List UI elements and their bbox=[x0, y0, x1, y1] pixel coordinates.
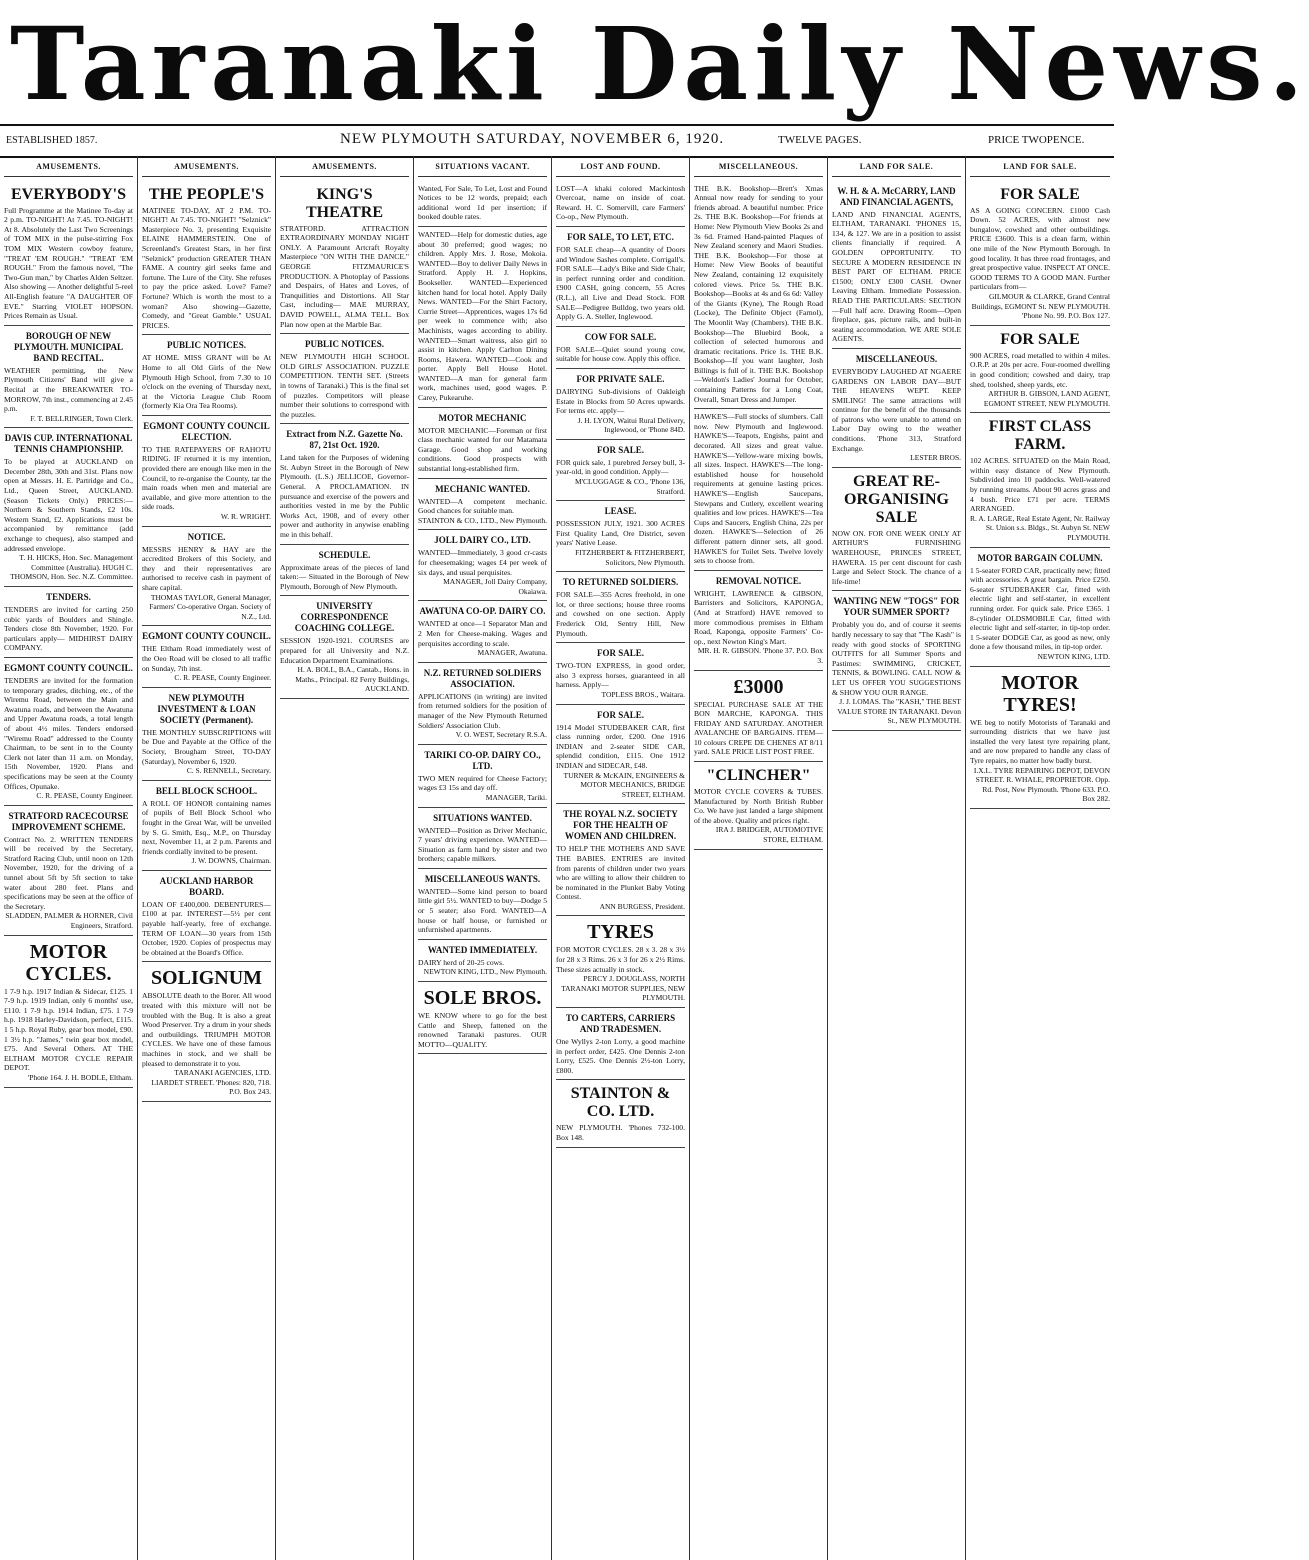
ad-heading: SITUATIONS WANTED. bbox=[433, 812, 532, 823]
advertisement bbox=[694, 409, 823, 571]
ad-signature: ANN BURGESS, President. bbox=[599, 901, 685, 911]
ad-body-text: WE KNOW where to go for the best Cattle and Sheep, fattened on the renowned Taranaki pastures. OUR MOTTO—QUALITY. bbox=[418, 1011, 547, 1049]
ad-signature: J. W. DOWNS, Chairman. bbox=[191, 856, 271, 866]
advertisement bbox=[556, 440, 685, 501]
ad-signature: R. A. LARGE, Real Estate Agent, Nr. Railway St. Union s.s. Bldgs., St. Aubyn St. NEW PLYMOUTH. bbox=[970, 513, 1110, 543]
established-text: ESTABLISHED 1857. bbox=[6, 135, 98, 146]
advertisement bbox=[970, 181, 1110, 326]
ad-body-text: WANTED—A competent mechanic. Good chances for suitable man. bbox=[418, 496, 547, 516]
ad-heading: TO CARTERS, CARRIERS AND TRADESMEN. bbox=[565, 1013, 676, 1035]
ad-heading: SOLIGNUM bbox=[150, 967, 263, 990]
advertisement bbox=[418, 408, 547, 479]
ad-body-text: POSSESSION JULY, 1921. 300 ACRES First Quality Land, Ore District, seven years' Native Lease. bbox=[556, 519, 685, 548]
ad-body-text: One Wyllys 2-ton Lorry, a good machine in perfect order, £425. One Dennis 2-ton Lorry, £525. One Dennis 2½-ton Lorry, £800. bbox=[556, 1037, 685, 1075]
masthead bbox=[0, 0, 1309, 123]
advertisement bbox=[418, 869, 547, 940]
advertisement bbox=[418, 601, 547, 662]
advertisement bbox=[418, 940, 547, 982]
column-heading: SITUATIONS VACANT. bbox=[418, 156, 547, 177]
ad-heading: UNIVERSITY CORRESPONDENCE COACHING COLLEGE. bbox=[294, 601, 395, 634]
advertisement bbox=[694, 671, 823, 763]
ad-signature: T. H. HICKS, Hon. Sec. Management Committee (Australia). HUGH C. THOMSON, Hon. Sec. N.Z. Committee. bbox=[10, 553, 133, 582]
ad-body-text: MOTOR CYCLE COVERS & TUBES. Manufactured by North British Rubber Co. We have just landed a large shipment of the above. Quality and prices right. bbox=[694, 787, 823, 825]
ad-body-text: Wanted, For Sale, To Let, Lost and Found Notices to be 12 words, prepaid; each additional word 1d per insertion; if booked double rates. bbox=[418, 183, 547, 222]
advertisement bbox=[4, 936, 133, 1088]
ad-body-text: 1914 Model STUDEBAKER CAR, first class running order, £200. One 1916 INDIAN and 2-seater SIDE CAR, splendid condition, £115. One 1912 INDIAN and SIDECAR, £48. bbox=[556, 722, 685, 770]
ad-heading: SOLE BROS. bbox=[423, 987, 542, 1010]
ad-body-text: LOAN OF £400,000. DEBENTURES—£100 at par. INTEREST—5½ per cent payable half-yearly, free of exchange. TERM OF LOAN—30 years from 15th October, 1920. Copies of prospectus may be obtained at the Board's Office. bbox=[142, 899, 271, 957]
column-5 bbox=[552, 156, 690, 1560]
advertisement bbox=[418, 530, 547, 601]
column-heading: LAND FOR SALE. bbox=[832, 156, 961, 177]
ad-heading: EGMONT COUNTY COUNCIL. bbox=[4, 662, 133, 673]
ad-heading: STRATFORD RACECOURSE IMPROVEMENT SCHEME. bbox=[8, 810, 129, 832]
advertisement bbox=[556, 227, 685, 327]
advertisement bbox=[4, 428, 133, 587]
ad-heading: DAVIS CUP. INTERNATIONAL TENNIS CHAMPIONSHIP. bbox=[4, 433, 133, 455]
advertisement bbox=[4, 181, 133, 326]
ad-signature: NEWTON KING, LTD. bbox=[1037, 651, 1110, 661]
ad-body-text: TWO-TON EXPRESS, in good order, also 3 express horses, guaranteed in all harness. Apply— bbox=[556, 661, 685, 690]
ad-body-text: THE Eltham Road immediately west of the Oeo Road will be closed to all traffic on Sunday, 7th inst. bbox=[142, 644, 271, 673]
ad-body-text: FOR quick sale, 1 purebred Jersey bull, 3-year-old, in good condition. Apply— bbox=[556, 457, 685, 477]
ad-heading: FOR PRIVATE SALE. bbox=[576, 373, 665, 384]
advertisement bbox=[142, 335, 271, 416]
ad-signature: TOPLESS BROS., Waitara. bbox=[601, 689, 685, 699]
advertisement bbox=[832, 349, 961, 468]
ad-heading: JOLL DAIRY CO., LTD. bbox=[434, 535, 531, 546]
ad-heading: FOR SALE bbox=[1000, 185, 1080, 203]
ad-signature: STAINTON & CO., LTD., New Plymouth. bbox=[418, 515, 547, 525]
advertisement bbox=[556, 327, 685, 369]
ad-body-text: FOR MOTOR CYCLES. 28 x 3. 28 x 3½ for 28 x 3 Rims. 26 x 3 for 26 x 2½ Rims. These sizes actually in stock. bbox=[556, 945, 685, 974]
ad-body-text: WEATHER permitting, the New Plymouth Citizens' Band will give a Recital at the BREAKWATER TO-MORROW, 7th inst., commencing at 2.45 p.m. bbox=[4, 365, 133, 414]
ad-heading: FOR SALE. bbox=[596, 709, 644, 720]
advertisement bbox=[694, 762, 823, 850]
advertisement bbox=[556, 643, 685, 704]
ad-body-text: AS A GOING CONCERN. £1000 Cash Down. 52 ACRES, with almost new bungalow, cowshed and other outbuildings. PRICE £3600. This is a clean farm, within one mile of the New Plymouth Borough. In good locality. It has three road frontages, and great prospective value. INSPECT AT ONCE. GOOD TERMS TO A GOOD MAN. Further particulars from— bbox=[970, 205, 1110, 292]
ad-body-text: TENDERS are invited for the formation to temporary grades, ditching, etc., of the Wiremu Road, between the Main and Awatuna roads, and between the Awatuna and Upper Awatuna roads, a total length of about 4½ miles. Tenders endorsed "Wiremu Road" addressed to the County Chairman, to be sent in to the County Clerk not later than 11 a.m. on Monday, 15th November, 1920. Plans and specifications may be seen at the County Offices, Opunake. bbox=[4, 675, 133, 791]
ad-heading: FOR SALE bbox=[1000, 330, 1080, 348]
ad-body-text: MATINEE TO-DAY, AT 2 P.M. TO-NIGHT! At 7.45. TO-NIGHT! "Selznick" Masterpiece No. 3, presenting Exquisite ELAINE HAMMERSTEIN. One of Screenland's Greatest Stars, in her first "Selznick" production GREATER THAN FAME. A country girl seeks fame and fortune. The Lure of the City. She refuses to pay the price asked. Love? Fame? Fortune? Which is worth the most to a woman? Also showing—Gazette, Comedy, and "Great Gamble." USUAL PRICES. bbox=[142, 205, 271, 330]
advertisement bbox=[556, 1008, 685, 1080]
ad-heading: EGMONT COUNTY COUNCIL. bbox=[142, 631, 271, 642]
column-3 bbox=[276, 156, 414, 1560]
issue-date: NEW PLYMOUTH SATURDAY, NOVEMBER 6, 1920. bbox=[340, 131, 725, 147]
ad-body-text: Contract No. 2. WRITTEN TENDERS will be received by the Secretary, Stratford Racing Club, until noon on 12th November, 1920, for the driving of a tunnel about 5ft by 5ft section to take water about 280 feet. Plans and specifications may be seen at the office of the Secretary. bbox=[4, 834, 133, 911]
ad-signature: M'CLUGGAGE & CO., 'Phone 136, Stratford. bbox=[575, 477, 685, 496]
ad-heading: WANTED IMMEDIATELY. bbox=[427, 944, 538, 955]
advertisement bbox=[280, 545, 409, 597]
advertisement bbox=[970, 667, 1110, 809]
ad-body-text: NEW PLYMOUTH. 'Phones 732-100. Box 148. bbox=[556, 1123, 685, 1142]
column-heading: AMUSEMENTS. bbox=[4, 156, 133, 177]
ad-body-text: THE MONTHLY SUBSCRIPTIONS will be Due and Payable at the Office of the Society, Brougham Street, TO-DAY (Saturday), November 6, 1920. bbox=[142, 727, 271, 766]
advertisement bbox=[4, 587, 133, 658]
ad-signature: TURNER & McKAIN, ENGINEERS & MOTOR MECHANICS, BRIDGE STREET, ELTHAM. bbox=[563, 770, 685, 799]
ad-body-text: MOTOR MECHANIC—Foreman or first class mechanic wanted for our Matamata Garage. Good shop and working conditions. Good prospects with substantial long-established firm. bbox=[418, 425, 547, 474]
ad-body-text: AT HOME. MISS GRANT will be At Home to all Old Girls of the New Plymouth High School, from 7.30 to 10 o'clock on the evening of Thursday next, at the Victoria League Club Room (formerly Kia Ora Tea Rooms). bbox=[142, 353, 271, 411]
column-heading: MISCELLANEOUS. bbox=[694, 156, 823, 177]
ad-body-text: WE beg to notify Motorists of Taranaki and surrounding districts that we have just installed the very latest tyre repairing plant, and are now prepared to handle any class of Tyre repairs, no matter how badly burst. bbox=[970, 717, 1110, 765]
advertisement bbox=[556, 1080, 685, 1147]
ad-body-text: 1 5-seater FORD CAR, practically new; fitted with accessories. A great bargain. Price £250. 6-seater STUDEBAKER Car, fitted with electric light and self-starter, in excellent running order. For quick sale. Price £365. 1 8-cylinder OLDSMOBILE Car, fitted with electric light and self-starter, in tip-top order. 1 5-seater DODGE Car, as good as new, only done a few thousand miles, in tip-top order. bbox=[970, 565, 1110, 652]
ad-heading: FOR SALE. bbox=[596, 444, 644, 455]
ad-heading: TYRES bbox=[587, 921, 654, 944]
ad-heading: REMOVAL NOTICE. bbox=[715, 575, 802, 586]
ad-body-text: WANTED—Immediately, 3 good cr-casts for cheesemaking; wages £4 per week of six days, and usual perquisites. bbox=[418, 548, 547, 577]
ad-body-text: NEW PLYMOUTH HIGH SCHOOL OLD GIRLS' ASSOCIATION. PUZZLE COMPETITION. TENTH SET. (Streets in towns of Taranaki.) This is the final set of puzzles. Competitors will please number their solutions to correspond with the puzzles. bbox=[280, 352, 409, 419]
column-7 bbox=[828, 156, 966, 1560]
advertisement bbox=[832, 468, 961, 592]
ad-body-text: DAIRY herd of 20-25 cows. bbox=[418, 957, 504, 967]
ad-heading: LEASE. bbox=[604, 506, 637, 517]
advertisement bbox=[142, 527, 271, 627]
advertisement bbox=[418, 808, 547, 869]
ad-body-text: A ROLL OF HONOR containing names of pupils of Bell Block School who fought in the Great War, will be unveiled by S. G. Smith, Esq., M.P., on Thursday next, November 11, at 2 p.m. Parents and friends cordially invited to be present. bbox=[142, 798, 271, 856]
advertisement bbox=[142, 688, 271, 781]
column-4 bbox=[414, 156, 552, 1560]
ad-signature: H. A. BOLL, B.A., Cantab., Hons. in Maths., Principal. 82 Ferry Buildings, AUCKLAND. bbox=[295, 665, 409, 694]
advertisement bbox=[556, 705, 685, 805]
ad-signature: NEWTON KING, LTD., New Plymouth. bbox=[423, 967, 547, 977]
ad-body-text: To be played at AUCKLAND on December 28th, 30th and 31st. Plans now open at Messrs. H. E. Partridge and Co., Ltd., Queen Street, AUCKLAND. (Season Tickets Only.) PRICES:— Northern & Southern Stands, £2 10s. Western Stand, £2. Applications must be accompanied by remittance (add exchange to cheques), also stamped and addressed envelope. bbox=[4, 457, 133, 553]
ad-body-text: LOST—A khaki colored Mackintosh Overcoat, name on inside of coat. Reward. H. C. Somervill, care Farmers' Co-op., New Plymouth. bbox=[556, 183, 685, 222]
advertisement bbox=[556, 181, 685, 227]
column-6 bbox=[690, 156, 828, 1560]
ad-signature: C. S. RENNELL, Secretary. bbox=[186, 766, 271, 776]
ad-heading: MECHANIC WANTED. bbox=[435, 483, 530, 494]
column-heading: LAND FOR SALE. bbox=[970, 156, 1110, 177]
ad-body-text: WANTED—Position as Driver Mechanic, 7 years' driving experience. WANTED—Situation as farm hand by sister and two brothers; capable milkers. bbox=[418, 825, 547, 864]
ad-signature: C. R. PEASE, County Engineer. bbox=[36, 791, 133, 801]
advertisement bbox=[970, 413, 1110, 547]
ad-signature: I.X.L. TYRE REPAIRING DEPOT, DEVON STREET. R. WHALE, PROPRIETOR. Opp. Rd. Post, New Plymouth. 'Phone 633. P.O. Box 282. bbox=[973, 765, 1110, 804]
ad-body-text: ABSOLUTE death to the Borer. All wood treated with this mixture will not be troubled with the Bug. It is also a great Wood Preserver. Try a drum in your sheds and outbuildings. TRIUMPH MOTOR CYCLES. We have one of these famous machines in stock, and we shall be pleased to demonstrate it to you. bbox=[142, 991, 271, 1068]
ad-body-text: LAND AND FINANCIAL AGENTS, ELTHAM, TARANAKI. 'PHONES 15, 134, & 127. We are in a position to assist clients financially if required. A GOLDEN OPPORTUNITY. TO SECURE A MODERN RESIDENCE IN BEST PART OF ELTHAM. PRICE £1500; ONLY £300 CASH. Owner Leaving Eltham. Immediate Possession. READ THE PARTICULARS: SECTION—Full half acre. Drawing Room—Open fireplace, gas, picture rails, and built-in seating accommodation. WE ARE SOLE AGENTS. bbox=[832, 209, 961, 344]
ad-heading: AUCKLAND HARBOR BOARD. bbox=[159, 875, 254, 897]
ad-heading: THE PEOPLE'S bbox=[148, 185, 265, 203]
ad-signature: SLADDEN, PALMER & HORNER, Civil Engineers, Stratford. bbox=[5, 911, 133, 931]
ad-body-text: 900 ACRES, road metalled to within 4 miles. O.R.P. at 20s per acre. Four-roomed dwelling in good condition; cowshed and dairy, trap shed, toolshed, sheep yards, etc. bbox=[970, 350, 1110, 389]
ad-body-text: WANTED—Help for domestic duties, age about 30 preferred; good wages; no children. Apply Mrs. J. Rose, Mokoia. WANTED—Boy to deliver Daily News in Stratford. Apply H. J. Hopkins, Bookseller. WANTED—Experienced kitchen hand for local hotel. Apply Daily News. WANTED—For the Shirt Factory, Currie Street—Apprentices, wages 17s 6d per week to commence with; also Machinists, wages according to ability. WANTED—Smart waitress, also girl to assist in kitchen. Apply Carlton Dining Rooms, Hawera. WANTED—Cook and porter. Apply Bell House Hotel. WANTED—A man for general farm work, machines used, good wages. P. Carey, Pukearuhe. bbox=[418, 229, 547, 403]
ad-heading: COW FOR SALE. bbox=[584, 331, 657, 342]
page-count: TWELVE PAGES. bbox=[778, 134, 862, 146]
column-2 bbox=[138, 156, 276, 1560]
advertisement bbox=[418, 479, 547, 531]
ad-heading: EGMONT COUNTY COUNCIL ELECTION. bbox=[143, 420, 270, 442]
ad-heading: NOTICE. bbox=[187, 531, 226, 542]
ad-heading: KING'S THEATRE bbox=[305, 185, 384, 221]
ad-heading: MISCELLANEOUS WANTS. bbox=[424, 873, 541, 884]
column-heading: AMUSEMENTS. bbox=[142, 156, 271, 177]
ad-signature: PERCY J. DOUGLASS, NORTH TARANAKI MOTOR SUPPLIES, NEW PLYMOUTH. bbox=[561, 974, 685, 1003]
ad-signature: J. H. LYON, Waitui Rural Delivery, Inglewood, or 'Phone 84D. bbox=[577, 415, 685, 435]
ad-heading: TO RETURNED SOLDIERS. bbox=[562, 577, 679, 588]
ad-heading: TARIKI CO-OP. DAIRY CO., LTD. bbox=[424, 749, 541, 771]
ad-heading: EVERYBODY'S bbox=[10, 185, 126, 203]
ad-heading: WANTING NEW "TOGS" FOR YOUR SUMMER SPORT? bbox=[833, 596, 960, 618]
advertisement bbox=[556, 369, 685, 440]
ad-signature: LESTER BROS. bbox=[910, 453, 961, 463]
advertisement bbox=[556, 804, 685, 916]
ad-body-text: Land taken for the Purposes of widening St. Aubyn Street in the Borough of New Plymouth. (L.S.) JELLICOE, Governor-General. A PROCLAMATION. IN pursuance and exercise of the powers and authorities vested in me by the Public Works Act, 1908, and of every other power and authority in anywise enabling me in this behalf. bbox=[280, 453, 409, 540]
advertisement bbox=[142, 626, 271, 687]
advertisement bbox=[142, 871, 271, 963]
ad-heading: W. H. & A. McCARRY, LAND AND FINANCIAL AGENTS, bbox=[837, 185, 956, 207]
column-1 bbox=[0, 156, 138, 1560]
ad-signature: ARTHUR B. GIBSON, LAND AGENT, EGMONT STREET, NEW PLYMOUTH. bbox=[983, 389, 1110, 408]
ad-body-text: MESSRS HENRY & HAY are the accredited Brokers of this Society, and they and their representatives are authorised to receive cash in payment of share capital. bbox=[142, 544, 271, 592]
ad-signature: 'Phone 164. J. H. BODLE, Eltham. bbox=[27, 1072, 133, 1082]
advertisement bbox=[142, 781, 271, 871]
ad-heading: SCHEDULE. bbox=[318, 549, 371, 560]
advertisement bbox=[556, 916, 685, 1008]
advertisement bbox=[556, 501, 685, 572]
ad-body-text: NOW ON. FOR ONE WEEK ONLY AT ARTHUR'S FURNISHING WAREHOUSE, PRINCES STREET, HAWERA. 15 per cent discount for cash Large and Select Stock. The chance of a life-time! bbox=[832, 528, 961, 586]
ad-signature: MANAGER, Tariki. bbox=[485, 792, 547, 802]
ad-body-text: WRIGHT, LAWRENCE & GIBSON, Barristers and Solicitors, KAPONGA, (And at Stratford) HAVE removed to more commodious premises in Eltham Road, Kaponga, opposite Farmers' Co-op., next Newton King's Mart. bbox=[694, 588, 823, 646]
ad-signature: F. T. BELLRINGER, Town Clerk. bbox=[30, 413, 133, 423]
ad-signature: MANAGER, Joll Dairy Company, Okaiawa. bbox=[443, 577, 547, 596]
advertisement bbox=[142, 416, 271, 527]
ad-body-text: 1 7-9 h.p. 1917 Indian & Sidecar, £125. 1 7-9 h.p. 1919 Indian, only 6 months' use, £110. 1 7-9 h.p. 1914 Indian, £75. 1 7-9 h.p. 1918 Harley-Davidson, perfect, £115. 1 5 h.p. Royal Ruby, gear box model, £90. 1 3½ h.p. "James," twin gear box model, £75. And Several Others. AT THE ELTHAM MOTOR CYCLE REPAIR DEPOT. bbox=[4, 986, 133, 1073]
ad-heading: FOR SALE. bbox=[596, 648, 644, 659]
advertisement bbox=[280, 424, 409, 544]
ad-signature: J. J. LOMAS. The "KASH," THE BEST VALUE STORE IN TARANAKI. Devon St., NEW PLYMOUTH. bbox=[837, 697, 961, 726]
ad-signature: FITZHERBERT & FITZHERBERT, Solicitors, New Plymouth. bbox=[575, 548, 685, 567]
ad-body-text: STRATFORD. ATTRACTION EXTRAORDINARY MONDAY NIGHT ONLY. A Paramount Artcraft Royalty Masterpiece "ON WITH THE DANCE." GEORGE FITZMAURICE'S PRODUCTION. A Photoplay of Passions and Despairs, of Hates and Loves, of Tranquilities and Distortions. All Star Cast, including— MAE MURRAY, DAVID POWELL, ALMA TELL. Box Plan now open at the Marble Bar. bbox=[280, 223, 409, 329]
ad-heading: £3000 bbox=[733, 675, 784, 698]
ad-heading: PUBLIC NOTICES. bbox=[166, 340, 247, 351]
ad-heading: MISCELLANEOUS. bbox=[855, 353, 938, 364]
price-text: PRICE TWOPENCE. bbox=[988, 134, 1085, 146]
ad-body-text: TENDERS are invited for carting 250 cubic yards of Boulders and Shingle. Tenders close 8th November, 1920. For particulars apply— MIDHIRST DAIRY COMPANY. bbox=[4, 605, 133, 653]
advertisement bbox=[970, 548, 1110, 667]
advertisement bbox=[556, 572, 685, 643]
ad-heading: MOTOR BARGAIN COLUMN. bbox=[977, 552, 1103, 563]
ad-heading: TENDERS. bbox=[46, 592, 91, 602]
advertisement bbox=[418, 663, 547, 745]
advertisement bbox=[694, 571, 823, 671]
ad-signature: W. R. WRIGHT. bbox=[220, 512, 271, 522]
ad-heading: AWATUNA CO-OP. DAIRY CO. bbox=[419, 606, 546, 617]
ad-heading: MOTOR CYCLES. bbox=[25, 940, 112, 985]
ad-heading: BOROUGH OF NEW PLYMOUTH. MUNICIPAL BAND RECITAL. bbox=[13, 330, 123, 363]
advertisement bbox=[4, 326, 133, 429]
advertisement bbox=[832, 181, 961, 349]
ad-body-text: SESSION 1920-1921. COURSES are prepared for all University and N.Z. Education Department Examinations. bbox=[280, 636, 409, 665]
ad-heading: NEW PLYMOUTH INVESTMENT & LOAN SOCIETY (Permanent). bbox=[157, 692, 256, 725]
ad-body-text: Full Programme at the Matinee To-day at 2 p.m. TO-NIGHT! At 7.45. TO-NIGHT! At 8. Absolutely the Last Two Screenings of TOM MIX in the pulse-stirring Fox TOM MIX Western cowboy feature, "TREAT 'EM ROUGH." "TREAT 'EM ROUGH." From the famous novel, "The Two-Gun man," by Charles Alden Seltzer. Also showing — Another delightful 5-reel All-English feature "A DAUGHTER OF EVE." Starring VIOLET HOPSON. Prices Remain as Usual. bbox=[4, 205, 133, 321]
dateline-bar bbox=[0, 124, 1114, 158]
advertisement bbox=[280, 181, 409, 335]
advertisement bbox=[4, 806, 133, 936]
ad-heading: GREAT RE-ORGANISING SALE bbox=[844, 472, 949, 526]
advertisement bbox=[832, 591, 961, 731]
ad-body-text: Probably you do, and of course it seems hardly necessary to say that "The Kash" is ready with good stocks of SPORTING OUTFITS for all Summer Sports and Pastimes: SWIMMING, CRICKET, TENNIS, & BOWLING. CALL NOW & LET US OFFER YOU SUGGESTIONS & SHOW YOU OUR RANGE. bbox=[832, 620, 961, 697]
ad-body-text: FOR SALE—355 Acres freehold, in one lot, or three sections; house three rooms and cowshed on one section. Apply Frederick Old, Sentry Hill, New Plymouth. bbox=[556, 590, 685, 638]
advertisement bbox=[280, 334, 409, 424]
ad-body-text: EVERYBODY LAUGHED AT NGAERE GARDENS ON LABOR DAY—BUT THE HEAVENS WEPT. KEEP SMILING! The same attractions will continue for the benefit of the thousands of patrons who were unable to attend on Labor Day owing to the weather conditions. 'Phone 313, Stratford Exchange. bbox=[832, 366, 961, 453]
ad-signature: TARANAKI AGENCIES, LTD. LIARDET STREET. 'Phones: 820, 718. P.O. Box 243. bbox=[151, 1068, 271, 1097]
ad-signature: MR. H. R. GIBSON. 'Phone 37. P.O. Box 3. bbox=[697, 646, 823, 665]
advertisement bbox=[418, 181, 547, 227]
ad-signature: GILMOUR & CLARKE, Grand Central Buildings, EGMONT St. NEW PLYMOUTH. 'Phone No. 99. P.O. Box 127. bbox=[971, 291, 1110, 321]
ad-heading: BELL BLOCK SCHOOL. bbox=[155, 785, 258, 796]
ad-body-text: FOR SALE cheap—A quantity of Doors and Window Sashes complete. Corrigall's. FOR SALE—Lady's Bike and Side Chair, in perfect running order and condition. £900 CASH, going concern, 55 Acres (R.L.), all Live and Dead Stock. FOR SALE—Pedigree Bulldog, two years old. Apply G. A. Steller, Inglewood. bbox=[556, 244, 685, 322]
ad-signature: V. O. WEST, Secretary R.S.A. bbox=[455, 730, 547, 740]
column-8 bbox=[966, 156, 1114, 1560]
ad-signature: C. R. PEASE, County Engineer. bbox=[174, 673, 271, 683]
advertisement bbox=[418, 745, 547, 808]
ad-heading: "CLINCHER" bbox=[706, 767, 811, 785]
ad-body-text: THE B.K. Bookshop—Brett's Xmas Annual now ready for sending to your friends abroad. A beautiful number. Price 2s. THE B.K. Bookshop—For friends at Home: New Plymouth View Books 2s and 3s 6d. Framed Hand-painted Plaques of New Zealand scenery and Maori Studies. THE B.K. Bookshop—For those at Home: New View Books of beautiful New Zealand, containing 12 exquisitely colored views. Price 5s. THE B.K. Bookshop—Books at 4s and 6s 6d: Valley of the Giants (Kyne), The Rough Road (Locke), The Definite Object (Farnol), The Moonlit Way (Chambers). THE B.K. Bookshop—The Bluebird Book, a collection of selected humorous and dramatic recitations. Price 1s. THE B.K. Bookshop—If you want laughter, Josh Billings is full of it. THE B.K. Bookshop—Weldon's Ladies' Journal for October, containing Patterns for a Long Coat, Overall, Smart Dress and Jumper. bbox=[694, 183, 823, 404]
ad-heading: Extract from N.Z. Gazette No. 87, 21st Oct. 1920. bbox=[286, 429, 403, 451]
ad-body-text: DAIRYING Sub-divisions of Oakleigh Estate in Blocks from 50 Acres upwards. For terms etc. apply— bbox=[556, 386, 685, 416]
advertisement bbox=[142, 962, 271, 1102]
ad-body-text: 102 ACRES. SITUATED on the Main Road, within easy distance of New Plymouth. Subdivided into 10 paddocks. Well-watered by running streams. About 90 acres grass and 4 bush. Price £71 per acre. TERMS ARRANGED. bbox=[970, 456, 1110, 514]
advertisement bbox=[418, 227, 547, 408]
ad-body-text: FOR SALE—Quiet sound young cow, suitable for house cow. Apply this office. bbox=[556, 344, 685, 364]
ad-body-text: Approximate areas of the pieces of land taken:— Situated in the Borough of New Plymouth, Borough of New Plymouth. bbox=[280, 562, 409, 591]
newspaper-title: Taranaki Daily News. bbox=[10, 5, 1309, 123]
ad-body-text: WANTED at once—1 Separator Man and 2 Men for Cheese-making. Wages and perquisites according to scale. bbox=[418, 619, 547, 648]
ad-body-text: WANTED—Some kind person to board little girl 5½. WANTED to buy—Dodge 5 or 5 seater; also Ford. WANTED—A house or half house, or furnished or unfurnished apartments. bbox=[418, 886, 547, 935]
advertisement bbox=[970, 326, 1110, 414]
column-heading: AMUSEMENTS. bbox=[280, 156, 409, 177]
ad-body-text: APPLICATIONS (in writing) are invited from returned soldiers for the position of manager of the New Plymouth Returned Soldiers' Association Club. bbox=[418, 691, 547, 730]
ad-body-text: HAWKE'S—Full stocks of slumbers. Call now. New Plymouth and Inglewood. HAWKE'S—Teapots, Engishs, paint and decorated. All sizes and great value. HAWKE'S—Yellow-ware mixing bowls, all sizes. Inspect. HAWKE'S—The long-established house for household requirements at genuine lasting prices. HAWKE'S—English Saucepans, Stewpans and Cutlery, excellent wearing qualities and low prices. HAWKE'S—Tea Cups and Saucers, English China, 22s per dozen. HAWKE'S—Selection of 26 different pattern dinner sets, all good. HAWKE'S for Toilet Sets. Twelve lovely sets to choose from. bbox=[694, 412, 823, 566]
advertisement bbox=[418, 982, 547, 1054]
advertisement bbox=[280, 596, 409, 699]
advertisement bbox=[694, 181, 823, 410]
ad-heading: STAINTON & CO. LTD. bbox=[570, 1085, 671, 1121]
ad-heading: MOTOR MECHANIC bbox=[438, 412, 527, 423]
advertisement bbox=[142, 181, 271, 336]
columns-container bbox=[0, 156, 1114, 1560]
ad-signature: IRA J. BRIDGER, AUTOMOTIVE STORE, ELTHAM. bbox=[715, 825, 823, 845]
ad-body-text: TWO MEN required for Cheese Factory; wages £3 15s and day off. bbox=[418, 773, 547, 793]
column-heading: LOST AND FOUND. bbox=[556, 156, 685, 177]
ad-heading: PUBLIC NOTICES. bbox=[304, 339, 385, 350]
ad-heading: FOR SALE, TO LET, ETC. bbox=[567, 231, 674, 242]
advertisement bbox=[4, 658, 133, 806]
ad-heading: N.Z. RETURNED SOLDIERS ASSOCIATION. bbox=[423, 667, 542, 689]
ad-body-text: TO HELP THE MOTHERS AND SAVE THE BABIES. ENTRIES are invited from parents of children under two years who are willing to allow their children to be nominated in the Plunket Baby Voting Contest. bbox=[556, 844, 685, 902]
ad-signature: MANAGER, Awatuna. bbox=[477, 648, 547, 658]
ad-body-text: SPECIAL PURCHASE SALE AT THE BON MARCHE, KAPONGA. THIS FRIDAY AND SATURDAY. ANOTHER AVALANCHE OF BARGAINS. ITEM—10 colours CREPE DE CHENES AT 8/11 yard. SALE PRICE LIST POST FREE. bbox=[694, 699, 823, 757]
ad-signature: THOMAS TAYLOR, General Manager, Farmers' Co-operative Organ. Society of N.Z., Ltd. bbox=[149, 592, 271, 621]
ad-heading: THE ROYAL N.Z. SOCIETY FOR THE HEALTH OF WOMEN AND CHILDREN. bbox=[563, 809, 678, 842]
ad-heading: MOTOR TYRES! bbox=[1001, 671, 1079, 716]
ad-body-text: TO THE RATEPAYERS OF RAHOTU RIDING. IF returned it is my intention, provided there are enough like men in the Council, to re-organise the County, tar the main roads when men and material are available, and give more attention to the side roads. bbox=[142, 444, 271, 512]
ad-heading: FIRST CLASS FARM. bbox=[988, 418, 1092, 454]
